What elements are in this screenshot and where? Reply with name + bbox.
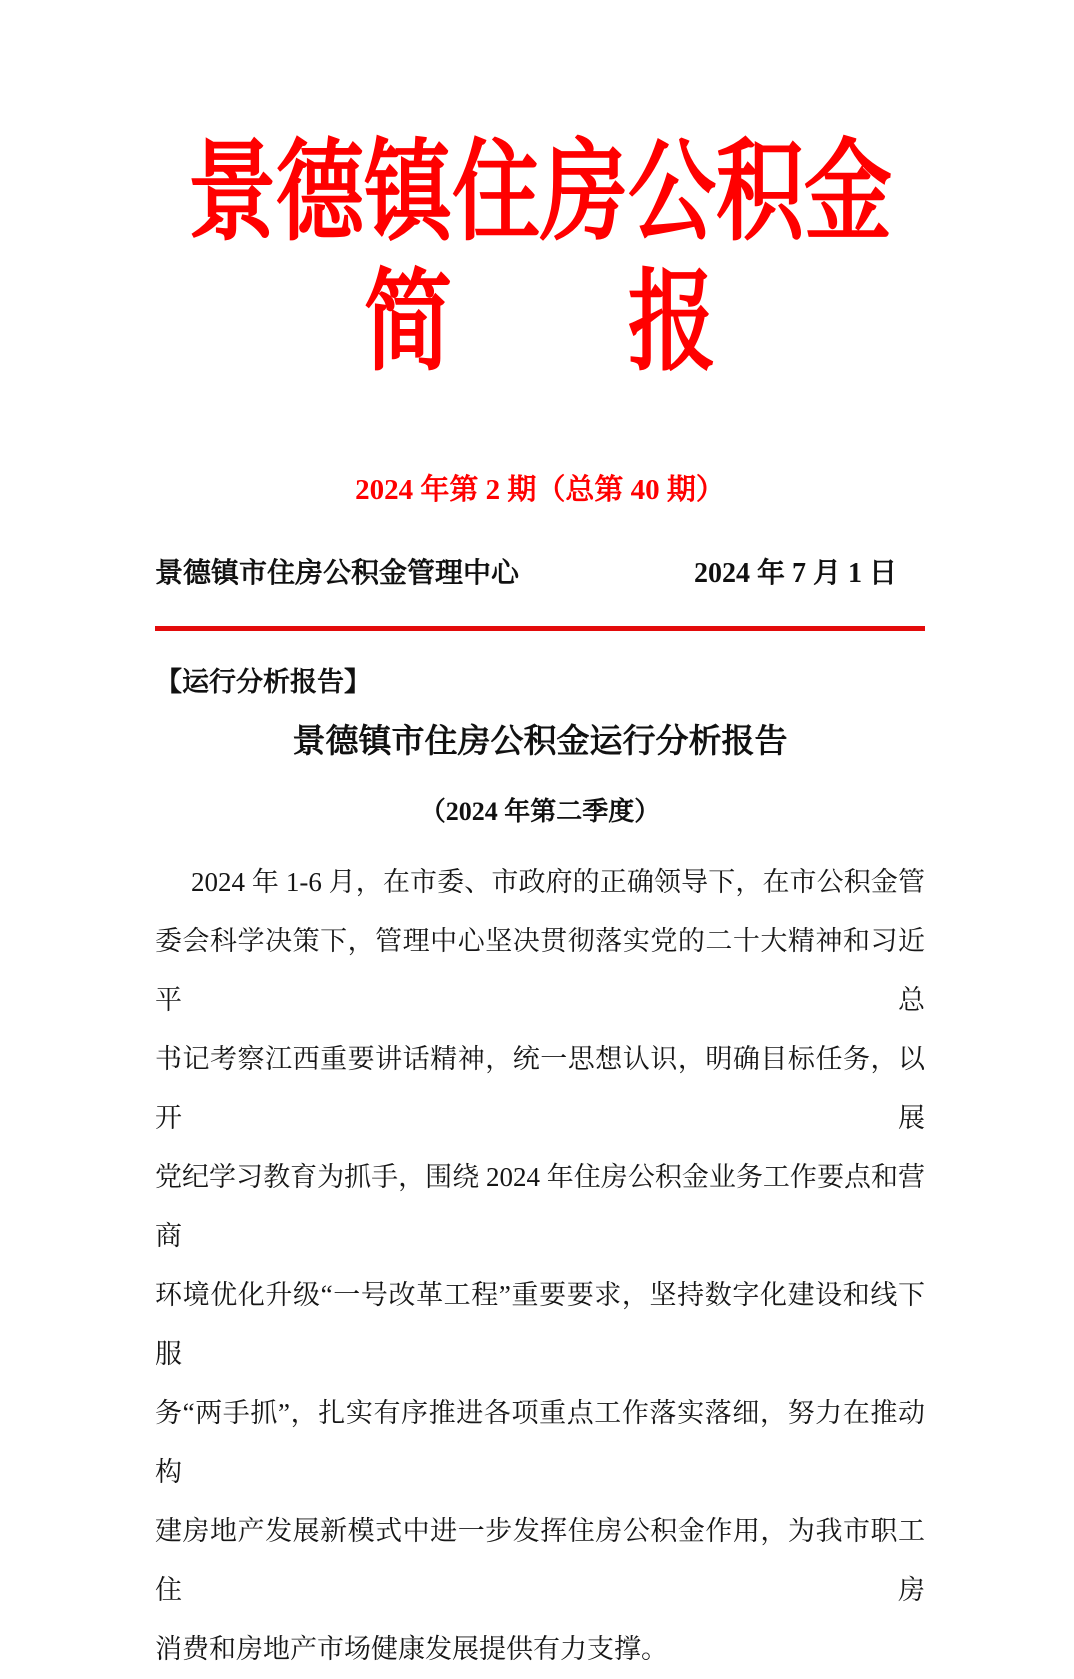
body-line: 书记考察江西重要讲话精神，统一思想认识，明确目标任务，以开展 [155, 1044, 925, 1133]
report-body-paragraph [155, 853, 925, 1679]
page-content [155, 133, 925, 1679]
body-line: 建房地产发展新模式中进一步发挥住房公积金作用，为我市职工住房 [155, 1516, 925, 1605]
publisher-name: 景德镇市住房公积金管理中心 [155, 558, 520, 589]
body-line: 党纪学习教育为抓手，围绕 2024 年住房公积金业务工作要点和营商 [155, 1162, 925, 1251]
body-line: 消费和房地产市场健康发展提供有力支撑。 [155, 1634, 668, 1664]
report-subtitle: （2024 年第二季度） [419, 797, 661, 826]
masthead-title-line2-text: 简 报 [363, 263, 716, 385]
body-line: 2024 年 1-6 月，在市委、市政府的正确领导下，在市公积金管 [191, 867, 925, 897]
issue-number-line: 2024 年第 2 期（总第 40 期） [355, 474, 725, 506]
masthead-divider-rule [155, 626, 925, 631]
body-line: 务“两手抓”，扎实有序推进各项重点工作落实落细，努力在推动构 [155, 1398, 925, 1487]
masthead [155, 133, 925, 385]
publish-date: 2024 年 7 月 1 日 [693, 558, 897, 589]
masthead-title-line1-text: 景德镇住房公积金 [187, 133, 892, 255]
section-marker: 【运行分析报告】 [155, 667, 371, 697]
body-line: 委会科学决策下，管理中心坚决贯彻落实党的二十大精神和习近平总 [155, 926, 925, 1015]
body-line: 环境优化升级“一号改革工程”重要要求，坚持数字化建设和线下服 [155, 1280, 925, 1369]
masthead-title-line1 [155, 133, 925, 255]
masthead-title-line2 [155, 263, 925, 385]
report-title: 景德镇市住房公积金运行分析报告 [292, 724, 788, 760]
publication-info-row [155, 553, 925, 595]
